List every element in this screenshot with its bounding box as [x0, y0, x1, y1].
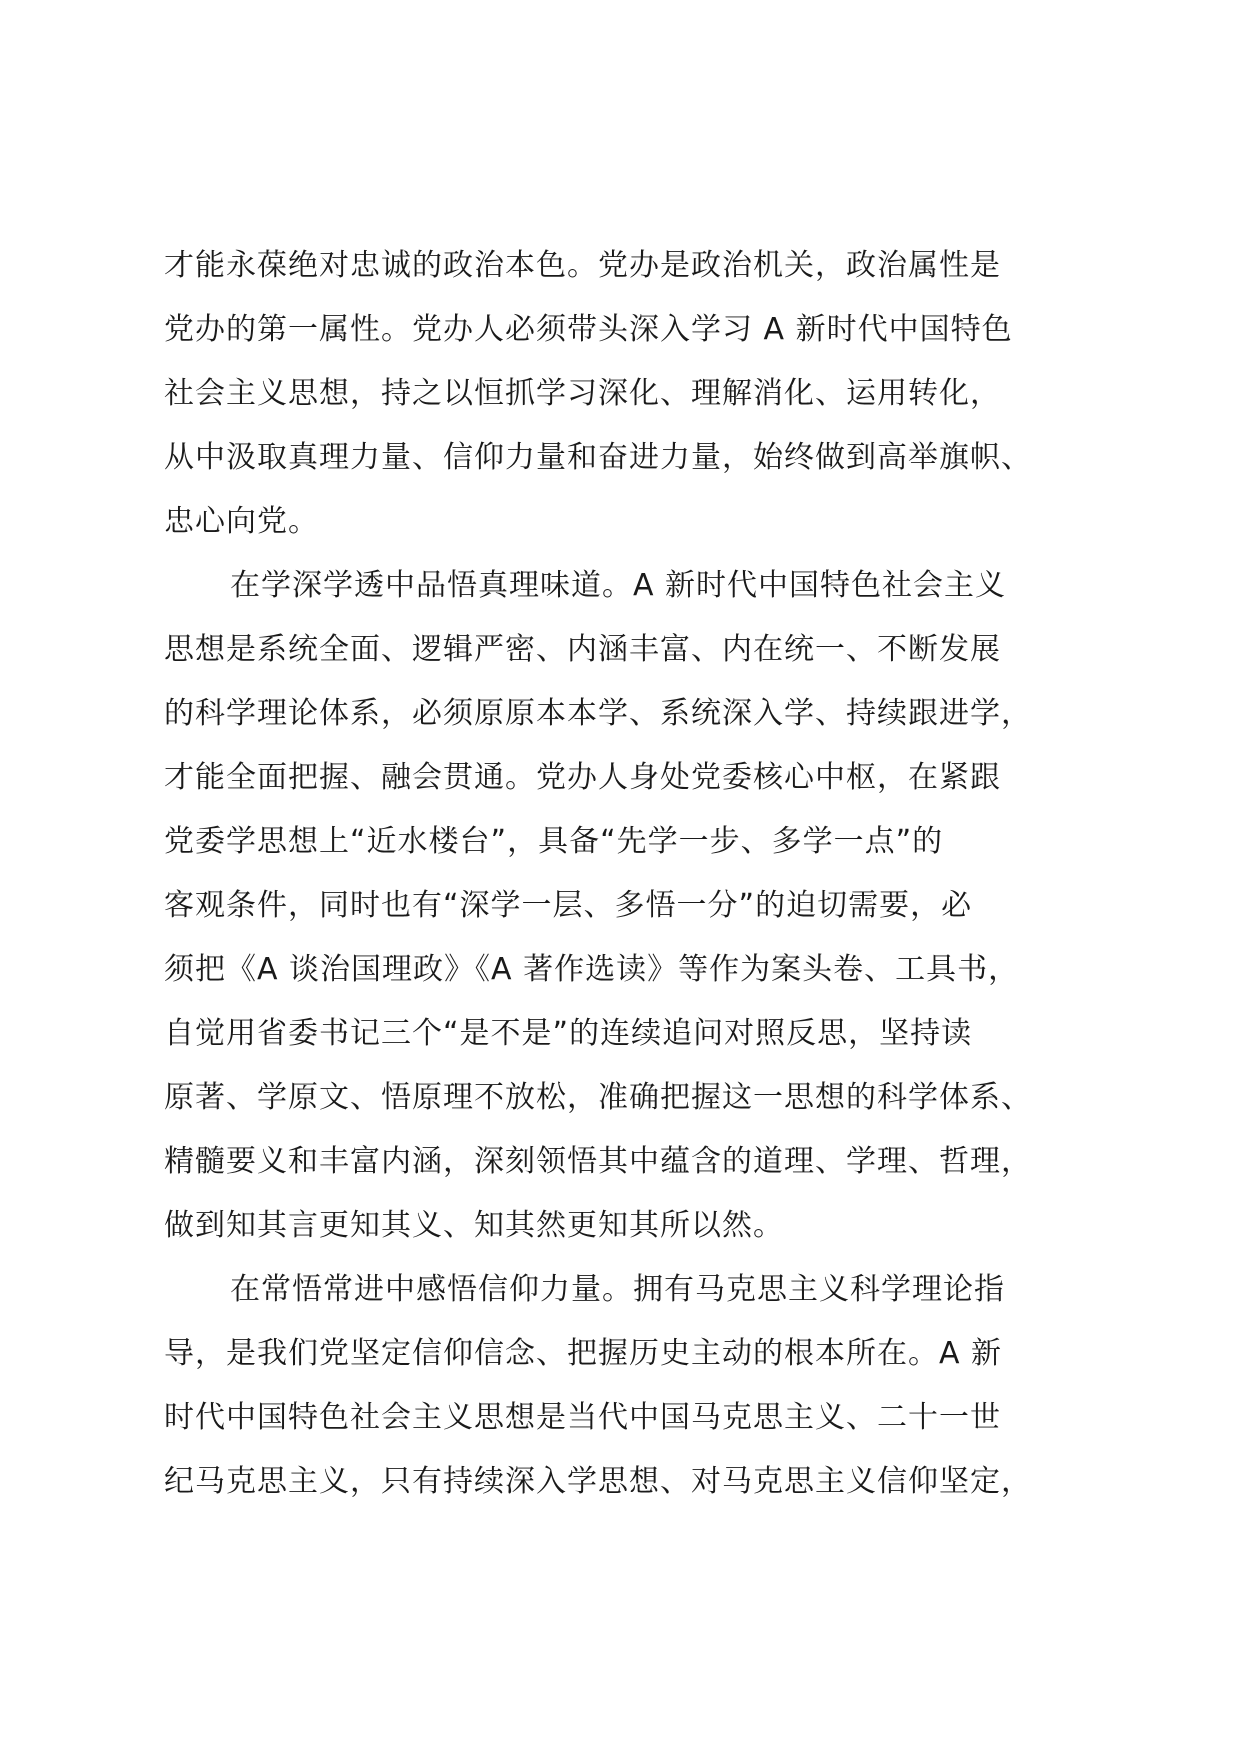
text-line: 党办的第一属性。党办人必须带头深入学习 A 新时代中国特色 — [164, 312, 1013, 347]
text-line: 客观条件，同时也有“深学一层、多悟一分”的迫切需要，必 — [164, 888, 973, 923]
text-line: 须把《A 谈治国理政》《A 著作选读》等作为案头卷、工具书， — [164, 952, 1020, 987]
text-line: 才能永葆绝对忠诚的政治本色。党办是政治机关，政治属性是 — [164, 248, 1001, 283]
paragraph-heading-line: 在学深学透中品悟真理味道。A 新时代中国特色社会主义 — [230, 568, 1007, 603]
text-line: 的科学理论体系，必须原原本本学、系统深入学、持续跟进学， — [164, 696, 1032, 731]
text-line: 忠心向党。 — [164, 504, 319, 539]
text-line: 自觉用省委书记三个“是不是”的连续追问对照反思，坚持读 — [164, 1016, 973, 1051]
text-line: 社会主义思想，持之以恒抓学习深化、理解消化、运用转化， — [164, 376, 1001, 411]
text-line: 做到知其言更知其义、知其然更知其所以然。 — [164, 1208, 784, 1243]
text-line: 纪马克思主义，只有持续深入学思想、对马克思主义信仰坚定， — [164, 1464, 1032, 1499]
text-line: 才能全面把握、融会贯通。党办人身处党委核心中枢，在紧跟 — [164, 760, 1001, 795]
text-line: 导，是我们党坚定信仰信念、把握历史主动的根本所在。A 新 — [164, 1336, 1003, 1371]
text-line: 原著、学原文、悟原理不放松，准确把握这一思想的科学体系、 — [164, 1080, 1032, 1115]
paragraph-heading-line: 在常悟常进中感悟信仰力量。拥有马克思主义科学理论指 — [230, 1272, 1005, 1307]
text-line: 精髓要义和丰富内涵，深刻领悟其中蕴含的道理、学理、哲理， — [164, 1144, 1032, 1179]
text-line: 思想是系统全面、逻辑严密、内涵丰富、内在统一、不断发展 — [164, 632, 1001, 667]
text-line: 党委学思想上“近水楼台”，具备“先学一步、多学一点”的 — [164, 824, 944, 859]
text-line: 从中汲取真理力量、信仰力量和奋进力量，始终做到高举旗帜、 — [164, 440, 1032, 475]
text-line: 时代中国特色社会主义思想是当代中国马克思主义、二十一世 — [164, 1400, 1001, 1435]
